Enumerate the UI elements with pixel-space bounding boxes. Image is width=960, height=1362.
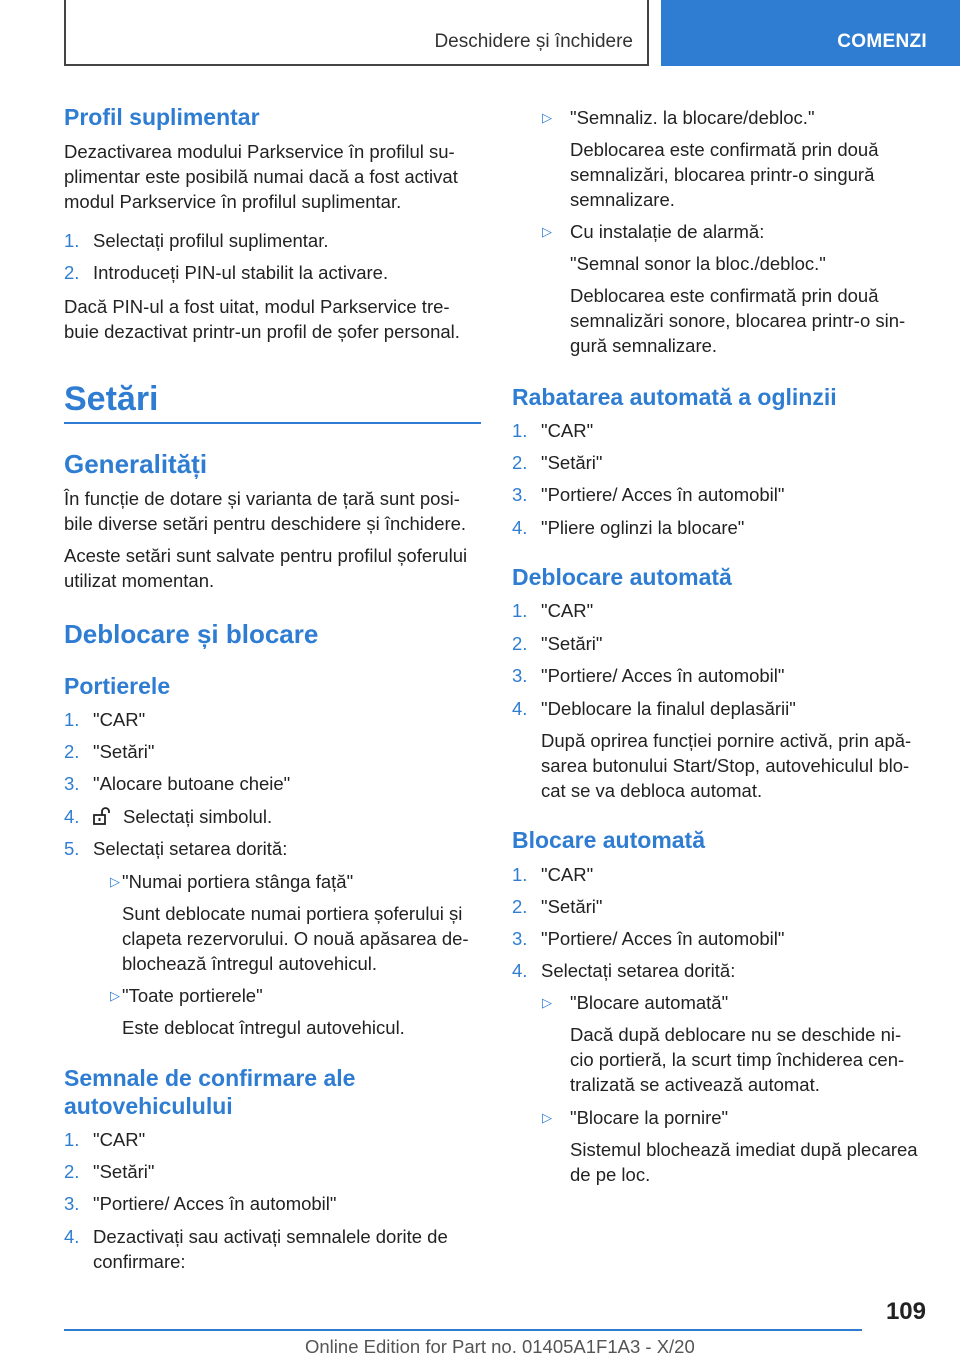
step-number: 2. — [64, 741, 80, 762]
deblocare-auto-desc-3: cat se va debloca automat. — [541, 780, 763, 801]
section-title-setari: Setări — [64, 380, 159, 418]
semnale-step-3: "Portiere/ Acces în automobil" — [93, 1193, 337, 1214]
step-number: 3. — [64, 1193, 80, 1214]
profil-p1-line1: Dezactivarea modului Parkservice în profilul su- — [64, 141, 455, 162]
heading-deblocare-automata: Deblocare automată — [512, 564, 732, 590]
heading-semnale-line1: Semnale de confirmare ale — [64, 1065, 356, 1091]
step-number: 2. — [512, 896, 528, 917]
heading-rabatare: Rabatarea automată a oglinzii — [512, 384, 837, 410]
option-toate-portierele-desc: Este deblocat întregul autovehicul. — [122, 1017, 405, 1038]
deblocare-auto-desc-2: sarea butonului Start/Stop, autovehiculul blo- — [541, 755, 910, 776]
triangle-bullet-icon: ▷ — [542, 995, 552, 1010]
heading-profil-suplimentar: Profil suplimentar — [64, 104, 260, 130]
footer-edition: Online Edition for Part no. 01405A1F1A3 - X/20 — [305, 1336, 695, 1357]
deblocare-auto-desc-1: După oprirea funcției pornire activă, prin apă- — [541, 730, 912, 751]
step-number: 3. — [64, 773, 80, 794]
header-chapter-tab — [661, 0, 960, 66]
option-blocare-automata-title: "Blocare automată" — [570, 992, 729, 1013]
step-number: 4. — [64, 1226, 80, 1247]
general-p1-line2: bile diverse setări pentru deschidere și închidere. — [64, 513, 467, 534]
step-number: 1. — [512, 600, 528, 621]
step-number: 2. — [512, 452, 528, 473]
step-number: 1. — [64, 1129, 80, 1150]
rabatare-step-1: "CAR" — [541, 420, 594, 441]
profil-p2-line1: Dacă PIN-ul a fost uitat, modul Parkservice tre- — [64, 296, 450, 317]
rabatare-step-4: "Pliere oglinzi la blocare" — [541, 517, 745, 538]
step-number: 1. — [64, 230, 80, 251]
deblocare-auto-step-4: "Deblocare la finalul deplasării" — [541, 698, 796, 719]
step-number: 2. — [64, 262, 80, 283]
header-chapter-title: COMENZI — [837, 31, 927, 52]
page-number: 109 — [885, 1298, 926, 1325]
footer-rule — [64, 1329, 862, 1331]
option-semnaliz-desc-3: semnalizare. — [570, 189, 675, 210]
step-number: 2. — [512, 633, 528, 654]
semnale-step-1: "CAR" — [93, 1129, 146, 1150]
step-number: 1. — [512, 420, 528, 441]
portierele-step-3: "Alocare butoane cheie" — [93, 773, 291, 794]
option-blocare-pornire-desc-1: Sistemul blochează imediat după plecarea — [570, 1139, 918, 1160]
blocare-auto-step-4: Selectați setarea dorită: — [541, 960, 736, 981]
triangle-bullet-icon: ▷ — [542, 110, 552, 125]
portierele-step-1: "CAR" — [93, 709, 146, 730]
step-number: 4. — [512, 960, 528, 981]
lock-open-icon — [93, 807, 113, 825]
section-rule — [64, 422, 481, 424]
option-numai-portiera-desc-1: Sunt deblocate numai portiera șoferului și — [122, 903, 463, 924]
option-blocare-pornire-title: "Blocare la pornire" — [570, 1107, 729, 1128]
portierele-step-4-label: Selectați simbolul. — [123, 806, 273, 827]
option-alarma-desc-3: gură semnalizare. — [570, 335, 718, 356]
option-blocare-automata-desc-1: Dacă după deblocare nu se deschide ni- — [570, 1024, 902, 1045]
option-toate-portierele-title: "Toate portierele" — [122, 985, 263, 1006]
option-numai-portiera-title: "Numai portiera stânga față" — [122, 871, 354, 892]
option-alarma-sub: "Semnal sonor la bloc./debloc." — [570, 253, 826, 274]
option-semnaliz-title: "Semnaliz. la blocare/debloc." — [570, 107, 815, 128]
heading-blocare-automata: Blocare automată — [512, 827, 706, 853]
option-numai-portiera-desc-3: blochează întregul autovehicul. — [122, 953, 378, 974]
option-blocare-automata-desc-2: cio portieră, la scurt timp închiderea cen- — [570, 1049, 905, 1070]
option-blocare-automata-desc-3: tralizată se activează automat. — [570, 1074, 820, 1095]
profil-p2-line2: buie dezactivat printr-un profil de șofer personal. — [64, 321, 460, 342]
option-semnaliz-desc-1: Deblocarea este confirmată prin două — [570, 139, 879, 160]
step-number: 4. — [512, 517, 528, 538]
semnale-step-4-line2: confirmare: — [93, 1251, 186, 1272]
profil-p1-line3: modul Parkservice în profilul suplimentar. — [64, 191, 402, 212]
step-number: 3. — [512, 484, 528, 505]
portierele-step-5: Selectați setarea dorită: — [93, 838, 288, 859]
portierele-step-4 — [93, 804, 272, 829]
profil-step-2: Introduceți PIN-ul stabilit la activare. — [93, 262, 389, 283]
deblocare-auto-step-3: "Portiere/ Acces în automobil" — [541, 665, 785, 686]
step-number: 4. — [64, 806, 80, 827]
general-p2-line1: Aceste setări sunt salvate pentru profilul șoferului — [64, 545, 468, 566]
option-numai-portiera-desc-2: clapeta rezervorului. O nouă apăsarea de- — [122, 928, 469, 949]
step-number: 3. — [512, 665, 528, 686]
blocare-auto-step-3: "Portiere/ Acces în automobil" — [541, 928, 785, 949]
option-alarma-title: Cu instalație de alarmă: — [570, 221, 765, 242]
step-number: 3. — [512, 928, 528, 949]
rabatare-step-2: "Setări" — [541, 452, 603, 473]
general-p2-line2: utilizat momentan. — [64, 570, 215, 591]
step-number: 4. — [512, 698, 528, 719]
profil-p1-line2: plimentar este posibilă numai dacă a fost activat — [64, 166, 458, 187]
rabatare-step-3: "Portiere/ Acces în automobil" — [541, 484, 785, 505]
deblocare-auto-step-2: "Setări" — [541, 633, 603, 654]
portierele-step-2: "Setări" — [93, 741, 155, 762]
option-alarma-desc-1: Deblocarea este confirmată prin două — [570, 285, 879, 306]
heading-deblocare-blocare: Deblocare și blocare — [64, 619, 319, 649]
blocare-auto-step-2: "Setări" — [541, 896, 603, 917]
blocare-auto-step-1: "CAR" — [541, 864, 594, 885]
general-p1-line1: În funcție de dotare și varianta de țară sunt posi- — [64, 488, 460, 509]
option-semnaliz-desc-2: semnalizări, blocarea printr-o singură — [570, 164, 875, 185]
step-number: 2. — [64, 1161, 80, 1182]
profil-step-1: Selectați profilul suplimentar. — [93, 230, 329, 251]
heading-semnale-line2: autovehiculului — [64, 1093, 233, 1119]
option-alarma-desc-2: semnalizări sonore, blocarea printr-o sin- — [570, 310, 906, 331]
semnale-step-2: "Setări" — [93, 1161, 155, 1182]
heading-generalitati: Generalități — [64, 449, 208, 479]
header-section-title: Deschidere și închidere — [434, 31, 633, 52]
deblocare-auto-step-1: "CAR" — [541, 600, 594, 621]
triangle-bullet-icon: ▷ — [110, 874, 120, 889]
step-number: 1. — [512, 864, 528, 885]
header-section-box — [64, 0, 649, 66]
heading-portierele: Portierele — [64, 673, 171, 699]
semnale-step-4-line1: Dezactivați sau activați semnalele dorite de — [93, 1226, 448, 1247]
step-number: 1. — [64, 709, 80, 730]
step-number: 5. — [64, 838, 80, 859]
option-blocare-pornire-desc-2: de pe loc. — [570, 1164, 651, 1185]
triangle-bullet-icon: ▷ — [542, 224, 552, 239]
triangle-bullet-icon: ▷ — [110, 988, 120, 1003]
triangle-bullet-icon: ▷ — [542, 1110, 552, 1125]
